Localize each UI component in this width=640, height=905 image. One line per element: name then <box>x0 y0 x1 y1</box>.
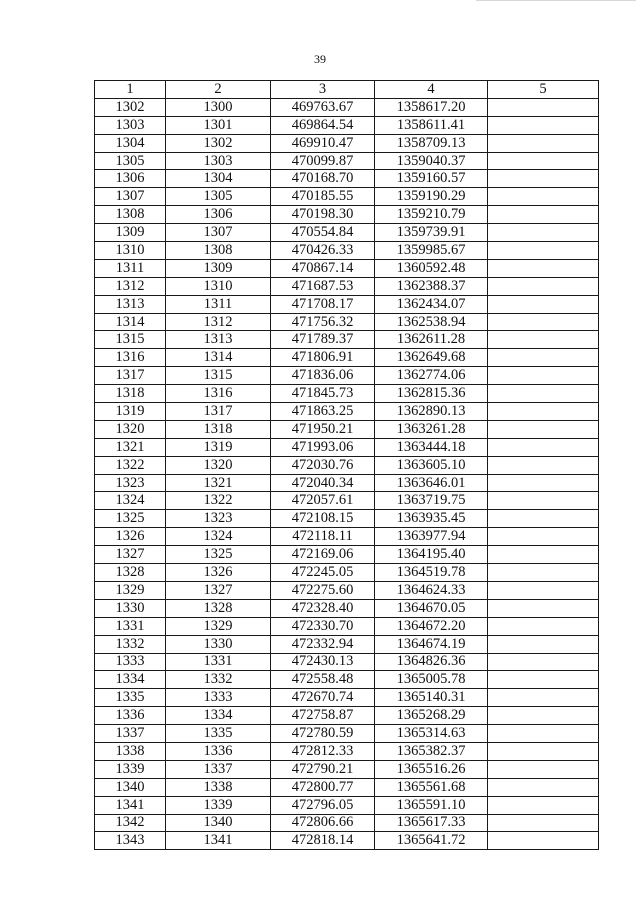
y-coordinate-cell: 1358709.13 <box>375 134 488 152</box>
table-row <box>95 796 599 814</box>
table-row <box>95 349 599 367</box>
ref-number-cell: 1316 <box>166 385 271 403</box>
table-row <box>95 188 599 206</box>
note-cell <box>488 385 599 403</box>
y-coordinate-cell: 1365641.72 <box>375 832 488 850</box>
ref-number-cell: 1339 <box>166 796 271 814</box>
column-header: 3 <box>271 81 375 99</box>
y-coordinate-cell: 1362388.37 <box>375 277 488 295</box>
table-row <box>95 134 599 152</box>
x-coordinate-cell: 472430.13 <box>271 653 375 671</box>
point-number-cell: 1312 <box>95 277 166 295</box>
table-row <box>95 170 599 188</box>
x-coordinate-cell: 472806.66 <box>271 814 375 832</box>
table-row <box>95 564 599 582</box>
note-cell <box>488 403 599 421</box>
table-row <box>95 420 599 438</box>
ref-number-cell: 1319 <box>166 438 271 456</box>
y-coordinate-cell: 1364624.33 <box>375 581 488 599</box>
table-row <box>95 617 599 635</box>
note-cell <box>488 832 599 850</box>
table-row <box>95 385 599 403</box>
ref-number-cell: 1326 <box>166 564 271 582</box>
x-coordinate-cell: 472558.48 <box>271 671 375 689</box>
table-row <box>95 528 599 546</box>
ref-number-cell: 1302 <box>166 134 271 152</box>
y-coordinate-cell: 1365314.63 <box>375 725 488 743</box>
table-row <box>95 599 599 617</box>
x-coordinate-cell: 470185.55 <box>271 188 375 206</box>
x-coordinate-cell: 471993.06 <box>271 438 375 456</box>
y-coordinate-cell: 1365516.26 <box>375 760 488 778</box>
note-cell <box>488 671 599 689</box>
y-coordinate-cell: 1362434.07 <box>375 295 488 313</box>
y-coordinate-cell: 1362538.94 <box>375 313 488 331</box>
ref-number-cell: 1333 <box>166 689 271 707</box>
x-coordinate-cell: 471789.37 <box>271 331 375 349</box>
point-number-cell: 1308 <box>95 206 166 224</box>
point-number-cell: 1338 <box>95 742 166 760</box>
note-cell <box>488 116 599 134</box>
note-cell <box>488 528 599 546</box>
table-row <box>95 546 599 564</box>
table-row <box>95 313 599 331</box>
note-cell <box>488 492 599 510</box>
note-cell <box>488 349 599 367</box>
note-cell <box>488 581 599 599</box>
x-coordinate-cell: 472245.05 <box>271 564 375 582</box>
ref-number-cell: 1314 <box>166 349 271 367</box>
table-row <box>95 689 599 707</box>
note-cell <box>488 510 599 528</box>
x-coordinate-cell: 471756.32 <box>271 313 375 331</box>
table-row <box>95 116 599 134</box>
y-coordinate-cell: 1360592.48 <box>375 259 488 277</box>
table-row <box>95 456 599 474</box>
table-row <box>95 259 599 277</box>
y-coordinate-cell: 1359040.37 <box>375 152 488 170</box>
ref-number-cell: 1301 <box>166 116 271 134</box>
x-coordinate-cell: 471845.73 <box>271 385 375 403</box>
ref-number-cell: 1341 <box>166 832 271 850</box>
note-cell <box>488 564 599 582</box>
y-coordinate-cell: 1358617.20 <box>375 98 488 116</box>
y-coordinate-cell: 1363261.28 <box>375 420 488 438</box>
note-cell <box>488 599 599 617</box>
note-cell <box>488 778 599 796</box>
table-row <box>95 242 599 260</box>
ref-number-cell: 1313 <box>166 331 271 349</box>
page-number: 39 <box>314 52 326 66</box>
y-coordinate-cell: 1365268.29 <box>375 707 488 725</box>
point-number-cell: 1321 <box>95 438 166 456</box>
y-coordinate-cell: 1365005.78 <box>375 671 488 689</box>
note-cell <box>488 617 599 635</box>
ref-number-cell: 1328 <box>166 599 271 617</box>
x-coordinate-cell: 471687.53 <box>271 277 375 295</box>
table-row <box>95 206 599 224</box>
note-cell <box>488 98 599 116</box>
ref-number-cell: 1315 <box>166 367 271 385</box>
y-coordinate-cell: 1362890.13 <box>375 403 488 421</box>
y-coordinate-cell: 1359985.67 <box>375 242 488 260</box>
note-cell <box>488 653 599 671</box>
x-coordinate-cell: 472057.61 <box>271 492 375 510</box>
column-header: 2 <box>166 81 271 99</box>
note-cell <box>488 474 599 492</box>
point-number-cell: 1328 <box>95 564 166 582</box>
note-cell <box>488 760 599 778</box>
y-coordinate-cell: 1364519.78 <box>375 564 488 582</box>
y-coordinate-cell: 1359190.29 <box>375 188 488 206</box>
table-body <box>95 98 599 849</box>
x-coordinate-cell: 472812.33 <box>271 742 375 760</box>
point-number-cell: 1318 <box>95 385 166 403</box>
note-cell <box>488 170 599 188</box>
point-number-cell: 1302 <box>95 98 166 116</box>
y-coordinate-cell: 1359739.91 <box>375 224 488 242</box>
x-coordinate-cell: 472328.40 <box>271 599 375 617</box>
note-cell <box>488 742 599 760</box>
table-row <box>95 224 599 242</box>
ref-number-cell: 1321 <box>166 474 271 492</box>
ref-number-cell: 1306 <box>166 206 271 224</box>
point-number-cell: 1326 <box>95 528 166 546</box>
note-cell <box>488 689 599 707</box>
note-cell <box>488 331 599 349</box>
table-row <box>95 671 599 689</box>
x-coordinate-cell: 472275.60 <box>271 581 375 599</box>
note-cell <box>488 224 599 242</box>
table-row <box>95 152 599 170</box>
x-coordinate-cell: 472118.11 <box>271 528 375 546</box>
point-number-cell: 1340 <box>95 778 166 796</box>
y-coordinate-cell: 1365382.37 <box>375 742 488 760</box>
note-cell <box>488 635 599 653</box>
point-number-cell: 1304 <box>95 134 166 152</box>
note-cell <box>488 295 599 313</box>
point-number-cell: 1336 <box>95 707 166 725</box>
ref-number-cell: 1325 <box>166 546 271 564</box>
y-coordinate-cell: 1365561.68 <box>375 778 488 796</box>
ref-number-cell: 1338 <box>166 778 271 796</box>
point-number-cell: 1341 <box>95 796 166 814</box>
table-row <box>95 832 599 850</box>
point-number-cell: 1306 <box>95 170 166 188</box>
ref-number-cell: 1307 <box>166 224 271 242</box>
x-coordinate-cell: 472040.34 <box>271 474 375 492</box>
y-coordinate-cell: 1363977.94 <box>375 528 488 546</box>
x-coordinate-cell: 471836.06 <box>271 367 375 385</box>
ref-number-cell: 1337 <box>166 760 271 778</box>
x-coordinate-cell: 472670.74 <box>271 689 375 707</box>
point-number-cell: 1332 <box>95 635 166 653</box>
point-number-cell: 1305 <box>95 152 166 170</box>
y-coordinate-cell: 1365591.10 <box>375 796 488 814</box>
x-coordinate-cell: 472030.76 <box>271 456 375 474</box>
point-number-cell: 1303 <box>95 116 166 134</box>
table-row <box>95 277 599 295</box>
ref-number-cell: 1323 <box>166 510 271 528</box>
table-row <box>95 295 599 313</box>
point-number-cell: 1330 <box>95 599 166 617</box>
table-row <box>95 403 599 421</box>
point-number-cell: 1310 <box>95 242 166 260</box>
x-coordinate-cell: 472108.15 <box>271 510 375 528</box>
note-cell <box>488 313 599 331</box>
table-row <box>95 581 599 599</box>
y-coordinate-cell: 1365617.33 <box>375 814 488 832</box>
y-coordinate-cell: 1363719.75 <box>375 492 488 510</box>
column-header: 4 <box>375 81 488 99</box>
ref-number-cell: 1310 <box>166 277 271 295</box>
ref-number-cell: 1305 <box>166 188 271 206</box>
ref-number-cell: 1327 <box>166 581 271 599</box>
x-coordinate-cell: 471863.25 <box>271 403 375 421</box>
coordinates-table-container <box>94 80 598 850</box>
note-cell <box>488 188 599 206</box>
ref-number-cell: 1330 <box>166 635 271 653</box>
y-coordinate-cell: 1363935.45 <box>375 510 488 528</box>
ref-number-cell: 1324 <box>166 528 271 546</box>
x-coordinate-cell: 471806.91 <box>271 349 375 367</box>
point-number-cell: 1314 <box>95 313 166 331</box>
point-number-cell: 1313 <box>95 295 166 313</box>
ref-number-cell: 1336 <box>166 742 271 760</box>
note-cell <box>488 725 599 743</box>
ref-number-cell: 1340 <box>166 814 271 832</box>
ref-number-cell: 1331 <box>166 653 271 671</box>
ref-number-cell: 1335 <box>166 725 271 743</box>
point-number-cell: 1335 <box>95 689 166 707</box>
table-row <box>95 742 599 760</box>
note-cell <box>488 367 599 385</box>
ref-number-cell: 1320 <box>166 456 271 474</box>
x-coordinate-cell: 469910.47 <box>271 134 375 152</box>
y-coordinate-cell: 1363444.18 <box>375 438 488 456</box>
ref-number-cell: 1318 <box>166 420 271 438</box>
x-coordinate-cell: 471950.21 <box>271 420 375 438</box>
table-row <box>95 331 599 349</box>
header-row <box>95 81 599 99</box>
x-coordinate-cell: 470867.14 <box>271 259 375 277</box>
y-coordinate-cell: 1362815.36 <box>375 385 488 403</box>
point-number-cell: 1333 <box>95 653 166 671</box>
table-row <box>95 778 599 796</box>
x-coordinate-cell: 472800.77 <box>271 778 375 796</box>
y-coordinate-cell: 1359210.79 <box>375 206 488 224</box>
column-header: 5 <box>488 81 599 99</box>
y-coordinate-cell: 1362774.06 <box>375 367 488 385</box>
x-coordinate-cell: 472790.21 <box>271 760 375 778</box>
y-coordinate-cell: 1364670.05 <box>375 599 488 617</box>
point-number-cell: 1317 <box>95 367 166 385</box>
point-number-cell: 1309 <box>95 224 166 242</box>
x-coordinate-cell: 472780.59 <box>271 725 375 743</box>
y-coordinate-cell: 1362611.28 <box>375 331 488 349</box>
point-number-cell: 1324 <box>95 492 166 510</box>
y-coordinate-cell: 1364672.20 <box>375 617 488 635</box>
point-number-cell: 1331 <box>95 617 166 635</box>
table-header <box>95 81 599 99</box>
point-number-cell: 1337 <box>95 725 166 743</box>
note-cell <box>488 206 599 224</box>
point-number-cell: 1325 <box>95 510 166 528</box>
y-coordinate-cell: 1364674.19 <box>375 635 488 653</box>
table-row <box>95 492 599 510</box>
table-row <box>95 635 599 653</box>
point-number-cell: 1307 <box>95 188 166 206</box>
x-coordinate-cell: 470426.33 <box>271 242 375 260</box>
note-cell <box>488 277 599 295</box>
point-number-cell: 1342 <box>95 814 166 832</box>
y-coordinate-cell: 1363605.10 <box>375 456 488 474</box>
ref-number-cell: 1312 <box>166 313 271 331</box>
point-number-cell: 1316 <box>95 349 166 367</box>
point-number-cell: 1322 <box>95 456 166 474</box>
y-coordinate-cell: 1364826.36 <box>375 653 488 671</box>
x-coordinate-cell: 472330.70 <box>271 617 375 635</box>
y-coordinate-cell: 1362649.68 <box>375 349 488 367</box>
note-cell <box>488 707 599 725</box>
x-coordinate-cell: 472169.06 <box>271 546 375 564</box>
ref-number-cell: 1308 <box>166 242 271 260</box>
x-coordinate-cell: 470099.87 <box>271 152 375 170</box>
x-coordinate-cell: 472796.05 <box>271 796 375 814</box>
ref-number-cell: 1303 <box>166 152 271 170</box>
note-cell <box>488 259 599 277</box>
ref-number-cell: 1300 <box>166 98 271 116</box>
x-coordinate-cell: 470554.84 <box>271 224 375 242</box>
x-coordinate-cell: 469763.67 <box>271 98 375 116</box>
y-coordinate-cell: 1364195.40 <box>375 546 488 564</box>
note-cell <box>488 814 599 832</box>
point-number-cell: 1339 <box>95 760 166 778</box>
point-number-cell: 1311 <box>95 259 166 277</box>
table-row <box>95 760 599 778</box>
ref-number-cell: 1329 <box>166 617 271 635</box>
table-row <box>95 510 599 528</box>
top-edge-rule <box>476 0 636 1</box>
coordinates-table <box>94 80 599 850</box>
table-row <box>95 653 599 671</box>
table-row <box>95 707 599 725</box>
x-coordinate-cell: 472332.94 <box>271 635 375 653</box>
x-coordinate-cell: 472758.87 <box>271 707 375 725</box>
column-header: 1 <box>95 81 166 99</box>
table-row <box>95 725 599 743</box>
x-coordinate-cell: 472818.14 <box>271 832 375 850</box>
table-row <box>95 98 599 116</box>
ref-number-cell: 1304 <box>166 170 271 188</box>
y-coordinate-cell: 1365140.31 <box>375 689 488 707</box>
y-coordinate-cell: 1363646.01 <box>375 474 488 492</box>
point-number-cell: 1343 <box>95 832 166 850</box>
note-cell <box>488 134 599 152</box>
x-coordinate-cell: 471708.17 <box>271 295 375 313</box>
ref-number-cell: 1311 <box>166 295 271 313</box>
x-coordinate-cell: 470198.30 <box>271 206 375 224</box>
note-cell <box>488 420 599 438</box>
note-cell <box>488 438 599 456</box>
point-number-cell: 1323 <box>95 474 166 492</box>
point-number-cell: 1327 <box>95 546 166 564</box>
note-cell <box>488 546 599 564</box>
x-coordinate-cell: 470168.70 <box>271 170 375 188</box>
table-row <box>95 367 599 385</box>
note-cell <box>488 456 599 474</box>
ref-number-cell: 1322 <box>166 492 271 510</box>
ref-number-cell: 1332 <box>166 671 271 689</box>
note-cell <box>488 242 599 260</box>
point-number-cell: 1334 <box>95 671 166 689</box>
point-number-cell: 1320 <box>95 420 166 438</box>
point-number-cell: 1329 <box>95 581 166 599</box>
note-cell <box>488 796 599 814</box>
ref-number-cell: 1334 <box>166 707 271 725</box>
ref-number-cell: 1309 <box>166 259 271 277</box>
y-coordinate-cell: 1359160.57 <box>375 170 488 188</box>
table-row <box>95 814 599 832</box>
table-row <box>95 438 599 456</box>
x-coordinate-cell: 469864.54 <box>271 116 375 134</box>
point-number-cell: 1315 <box>95 331 166 349</box>
note-cell <box>488 152 599 170</box>
y-coordinate-cell: 1358611.41 <box>375 116 488 134</box>
ref-number-cell: 1317 <box>166 403 271 421</box>
table-row <box>95 474 599 492</box>
point-number-cell: 1319 <box>95 403 166 421</box>
